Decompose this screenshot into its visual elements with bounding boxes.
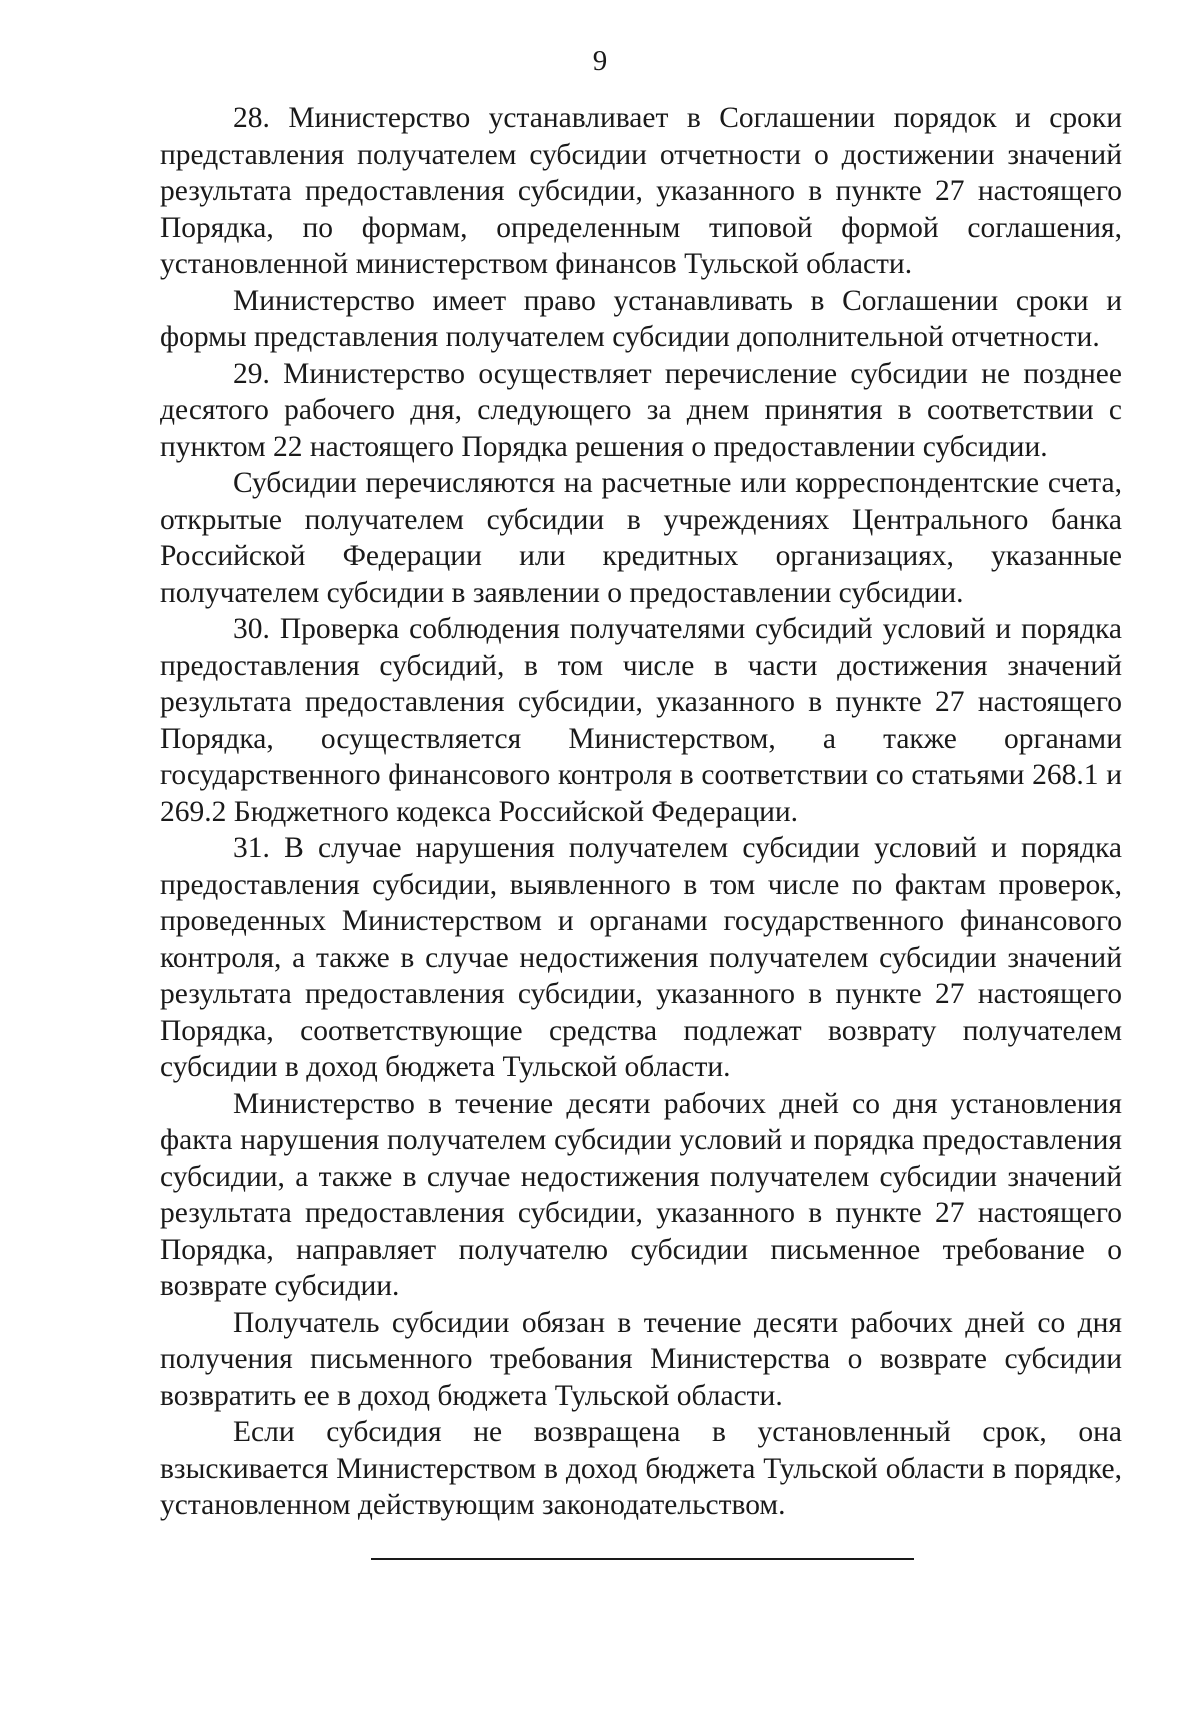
paragraph-28: 28. Министерство устанавливает в Соглашении порядок и сроки представления получателем субсидии отчетности о достижении значений результата предоставления субсидии, указанного в пункте 27 настоящего Порядка, по формам, определенным типовой формой соглашения, установленной министерством финансов Тульской области. bbox=[160, 102, 1122, 280]
paragraph-31-return: Получатель субсидии обязан в течение десяти рабочих дней со дня получения письменного требования Министерства о возврате субсидии возвратить ее в доход бюджета Тульской области. bbox=[160, 1306, 1122, 1412]
paragraph-31: 31. В случае нарушения получателем субсидии условий и порядка предоставления субсидии, выявленного в том числе по фактам проверок, проведенных Министерством и органами государственного финансового контроля, а также в случае недостижения получателем субсидии значений результата предоставления субсидии, указанного в пункте 27 настоящего Порядка, соответствующие средства подлежат возврату получателем субсидии в доход бюджета Тульской области. bbox=[160, 832, 1122, 1083]
paragraph-30: 30. Проверка соблюдения получателями субсидий условий и порядка предоставления субсидий, в том числе в части достижения значений результата предоставления субсидии, указанного в пункте 27 настоящего Порядка, осуществляется Министерством, а также органами государственного финансового контроля в соответствии со статьями 268.1 и 269.2 Бюджетного кодекса Российской Федерации. bbox=[160, 613, 1122, 828]
paragraph-31-recovery: Если субсидия не возвращена в установленный срок, она взыскивается Министерством в доход бюджета Тульской области в порядке, установленном действующим законодательством. bbox=[160, 1416, 1122, 1521]
paragraph-28-additional-reporting: Министерство имеет право устанавливать в Соглашении сроки и формы представления получателем субсидии дополнительной отчетности. bbox=[160, 284, 1122, 353]
page-number: 9 bbox=[592, 45, 608, 77]
paragraph-29-accounts: Субсидии перечисляются на расчетные или корреспондентские счета, открытые получателем субсидии в учреждениях Центрального банка Российской Федерации или кредитных организациях, указанные получателем субсидии в заявлении о предоставлении субсидии. bbox=[160, 467, 1122, 609]
document-body bbox=[160, 100, 1122, 1524]
end-of-document-rule bbox=[371, 1558, 914, 1560]
paragraph-31-demand: Министерство в течение десяти рабочих дней со дня установления факта нарушения получателем субсидии условий и порядка предоставления субсидии, а также в случае недостижения получателем субсидии значений результата предоставления субсидии, указанного в пункте 27 настоящего Порядка, направляет получателю субсидии письменное требование о возврате субсидии. bbox=[160, 1087, 1122, 1302]
paragraph-29: 29. Министерство осуществляет перечисление субсидии не позднее десятого рабочего дня, следующего за днем принятия в соответствии с пунктом 22 настоящего Порядка решения о предоставлении субсидии. bbox=[160, 357, 1122, 463]
